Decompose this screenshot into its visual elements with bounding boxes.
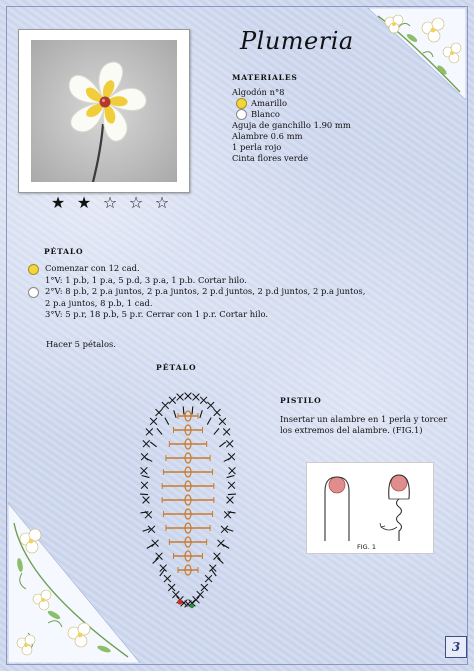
star-empty-icon: ☆ [154,193,170,212]
figure-label: FIG. 1 [357,543,376,551]
tall-stitch-mark [143,529,151,532]
tall-stitch-mark [192,406,193,414]
material-item: Alambre 0.6 mm [232,131,303,141]
petal-heading: PÉTALO [44,247,84,256]
flower-corner-top-right-icon [368,8,466,100]
yarn-type: Algodón n°8 [232,87,285,97]
instruction-line: 2°V: 8 p.b, 2 p.a juntos, 2 p.a juntos, 2 p.d juntos, 2 p.d juntos, 2 p.a juntos, [28,286,365,298]
petal-instructions [28,246,365,320]
crochet-petal-diagram [118,376,258,616]
tall-stitch-mark [174,410,176,418]
page-number: 3 [445,636,467,658]
pistil-text: Insertar un alambre en 1 perla y torcer los extremos del alambre. (FIG.1) [280,414,448,435]
petal-count-note: Hacer 5 pétalos. [46,339,116,349]
tall-stitch-mark [145,458,152,462]
tall-stitch-mark [157,428,162,434]
instruction-line: Comenzar con 12 cad. [28,263,365,275]
star-empty-icon: ☆ [102,193,118,212]
tall-stitch-mark [200,410,202,418]
instruction-line: 3°V: 5 p.r, 18 p.b, 5 p.r. Cerrar con 1 p.r. Cortar hilo. [45,309,269,319]
tall-stitch-mark [224,458,231,462]
end-marker [190,604,194,608]
tall-stitch-mark [165,418,169,425]
material-item: Aguja de ganchillo 1.90 mm [232,120,351,130]
yellow-swatch-icon [236,98,247,109]
star-empty-icon: ☆ [128,193,144,212]
tall-stitch-mark [150,442,156,447]
materials-section [232,72,351,164]
start-marker [177,599,182,604]
tall-stitch-mark [218,558,224,563]
tall-stitch-mark [226,529,234,532]
tall-stitch-mark [207,418,211,425]
diagram-title: PÉTALO [156,363,197,372]
tall-stitch-mark [142,475,150,477]
pistil-heading: PISTILO [280,396,322,405]
plumeria-flower-icon [31,40,177,182]
tall-stitch-mark [214,428,219,434]
tall-stitch-mark [227,475,235,477]
materials-heading: MATERIALES [232,73,298,82]
color-label: Blanco [251,109,280,119]
white-swatch-icon [28,287,39,298]
wire-bead-icon [307,463,433,543]
difficulty-rating [50,195,170,211]
tall-stitch-mark [219,442,225,447]
color-white [232,109,351,120]
tall-stitch-mark [228,494,236,495]
white-swatch-icon [236,109,247,120]
tall-stitch-mark [140,512,148,513]
material-item: Cinta flores verde [232,153,309,163]
yellow-swatch-icon [28,264,39,275]
flower-photo-frame [18,29,190,193]
tall-stitch-mark [153,558,159,563]
figure-1 [306,462,434,554]
material-item: 1 perla rojo [232,142,282,152]
tall-stitch-mark [183,406,184,414]
color-yellow [232,98,351,109]
star-filled-icon: ★ [50,193,66,212]
color-label: Amarillo [251,98,288,108]
tall-stitch-mark [228,512,236,513]
page-title: Plumeria [240,27,354,55]
instruction-line: 2 p.a juntos, 8 p.b, 1 cad. [45,298,153,308]
instruction-line: 1°V: 1 p.b, 1 p.a, 5 p.d, 3 p.a, 1 p.b. Cortar hilo. [45,275,247,285]
star-filled-icon: ★ [76,193,92,212]
pistil-section [280,395,450,436]
tall-stitch-mark [140,494,148,495]
flower-photo [31,40,177,182]
